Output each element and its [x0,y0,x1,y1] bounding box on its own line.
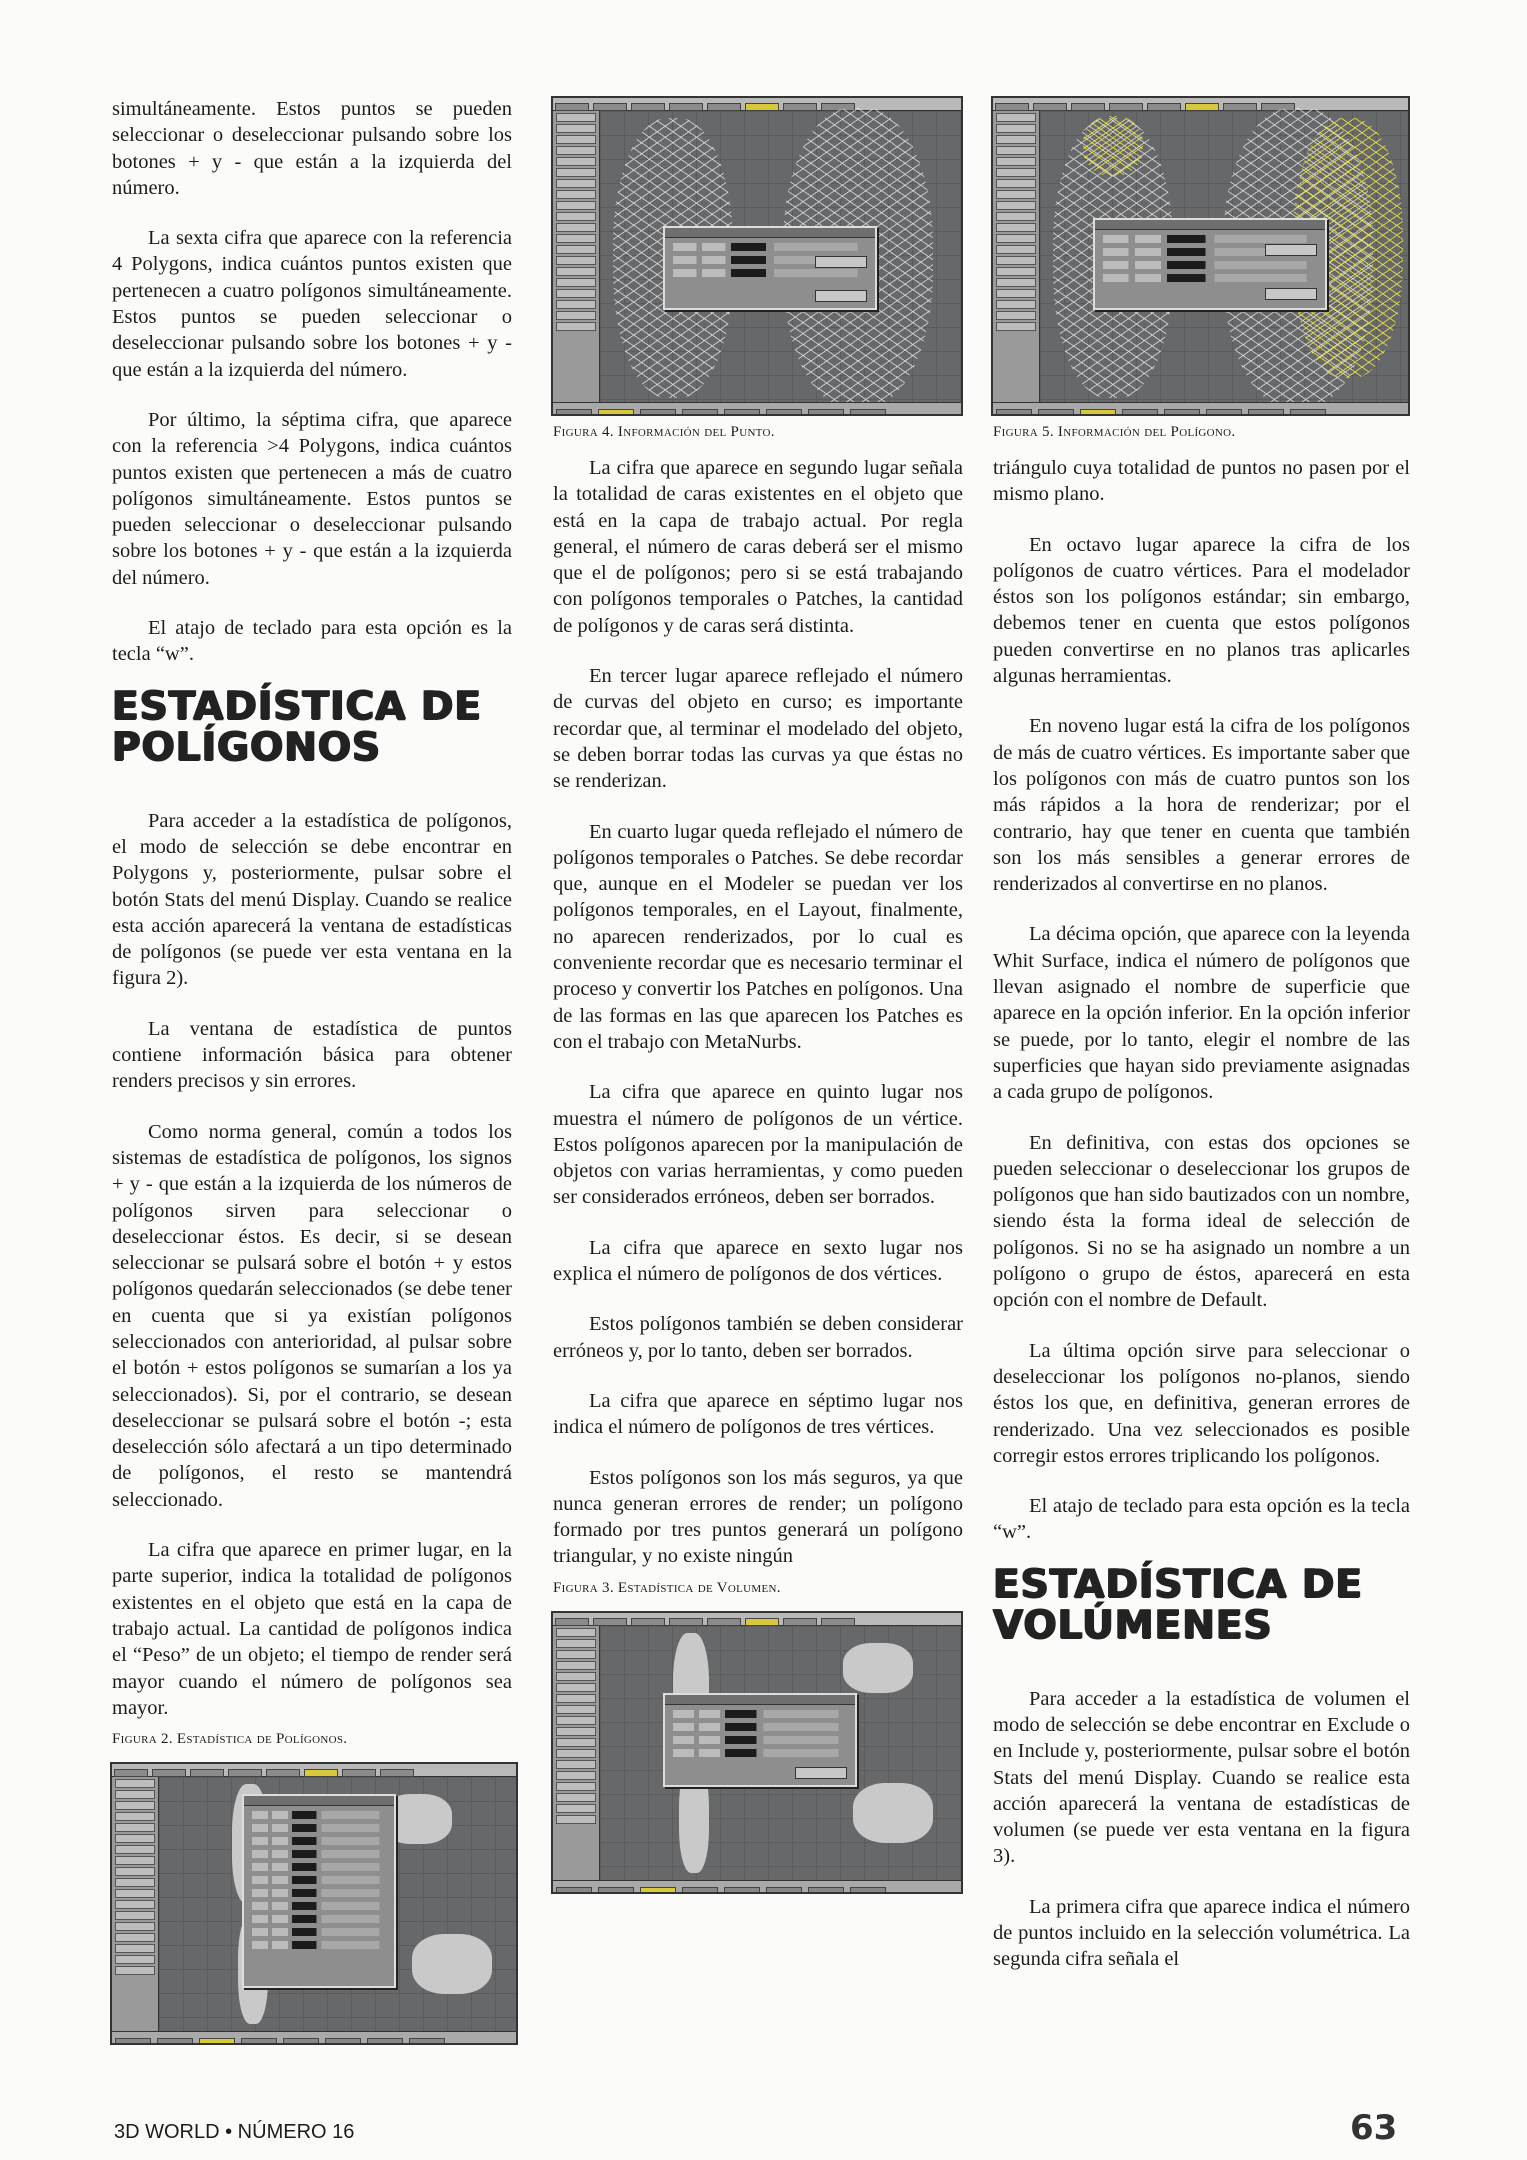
paragraph: En definitiva, con estas dos opciones se pueden seleccionar o deseleccionar los grupos de polígonos que han sido bautizados con un nombre, siendo ésta la forma ideal de selección de polígonos. Si no se ha asignado un nombre a un polígono o grupo de éstos, aparecerá en esta opción con el nombre de Default. [993,1131,1410,1312]
figure-2-screenshot [110,1762,518,2045]
figure-5-screenshot [991,96,1410,416]
section-heading-polygons: ESTADÍSTICA DE POLÍGONOS [112,683,482,770]
paragraph: La cifra que aparece en segundo lugar señala la totalidad de caras existentes en el objeto que está en la capa de trabajo actual. Por regla general, el número de caras deberá ser el mismo que el de polígonos; pero si se está trabajando con polígonos temporales o Patches, la cantidad de polígonos y de caras será distinta. [553,457,963,637]
figure-2-caption: Figura 2. Estadística de Polígonos. [112,1731,348,1748]
paragraph: triángulo cuya totalidad de puntos no pasen por el mismo plano. [993,457,1410,506]
column-2 [553,96,963,1894]
figure-3-caption: Figura 3. Estadística de Volumen. [553,1579,781,1596]
paragraph: En cuarto lugar queda reflejado el número de polígonos temporales o Patches. Se debe recordar que, aunque en el Modeler se puedan ver los polígonos temporales, en el Layout, finalmente, no aparecen renderizados, por lo cual es conveniente recordar que es necesario terminar el proceso y convertir los Patches en polígonos. Una de las formas en las que aparecen los Patches es con el trabajo con MetaNurbs. [553,820,963,1053]
figure-5-caption: Figura 5. Información del Polígono. [993,424,1236,440]
column-3 [993,96,1410,1997]
paragraph: Estos polígonos también se deben considerar erróneos y, por lo tanto, deben ser borrados. [553,1313,963,1362]
figure-4-screenshot [551,96,963,416]
paragraph: En noveno lugar está la cifra de los polígonos de más de cuatro vértices. Es importante saber que los polígonos con más de cuatro puntos son los más rápidos a la hora de renderizar; por el contrario, hay que tener en cuenta que también son los más sensibles a generar errores de renderizados al convertirse en no planos. [993,715,1410,896]
paragraph: La cifra que aparece en primer lugar, en la parte superior, indica la totalidad de polígonos existentes en el objeto que está en la capa de trabajo actual. La cantidad de polígonos indica el “Peso” de un objeto; el tiempo de render será mayor cuando el número de polígonos sea mayor. [112,1539,512,1719]
section-heading-volumes: ESTADÍSTICA DE VOLÚMENES [993,1561,1363,1648]
paragraph: La ventana de estadística de puntos contiene información básica para obtener renders precisos y sin errores. [112,1017,512,1093]
figure-4-caption: Figura 4. Información del Punto. [553,424,775,440]
paragraph: La sexta cifra que aparece con la referencia 4 Polygons, indica cuántos puntos existen que pertenecen a cuatro polígonos simultáneamente. Estos puntos se pueden seleccionar o deseleccionar pulsando sobre los botones + y - que están a la izquierda del número. [112,227,512,381]
paragraph: Como norma general, común a todos los sistemas de estadística de polígonos, los signos + y - que están a la izquierda de los números de polígonos sirven para seleccionar o deseleccionar éstos. Es decir, si se desean seleccionar se pulsará sobre el botón + y estos polígonos quedarán seleccionados (se debe tener en cuenta que si ya existían polígonos seleccionados con anterioridad, al pulsar sobre el botón + estos polígonos se sumarían a los ya seleccionados). Si, por el contrario, se desean deseleccionar se pulsará sobre el botón -; esta deselección sólo afectará a un tipo determinado de polígonos, el resto se mantendrá seleccionado. [112,1120,512,1511]
figure-3-screenshot [551,1611,963,1894]
paragraph: En tercer lugar aparece reflejado el número de curvas del objeto en curso; es importante recordar que, al terminar el modelado del objeto, se deben borrar todas las curvas ya que éstas no se renderizan. [553,665,963,793]
page-number: 63 [1350,2108,1398,2148]
paragraph: La cifra que aparece en quinto lugar nos muestra el número de polígonos de un vértice. Estos polígonos aparecen por la manipulación de objetos con varias herramientas, y como pueden ser considerados erróneos, deben ser borrados. [553,1081,963,1209]
paragraph: La primera cifra que aparece indica el número de puntos incluido en la selección volumétrica. La segunda cifra señala el [993,1895,1410,1971]
paragraph: Para acceder a la estadística de polígonos, el modo de selección se debe encontrar en Polygons y, posteriormente, pulsar sobre el botón Stats del menú Display. Cuando se realice esta acción aparecerá la ventana de estadísticas de polígonos (se puede ver esta ventana en la figura 2). [112,809,512,990]
paragraph: La décima opción, que aparece con la leyenda Whit Surface, indica el número de polígonos que llevan asignado el nombre de superficie que aparece en la opción inferior. En la opción inferior se puede, por lo tanto, elegir el nombre de las superficies que hayan sido previamente asignadas a cada grupo de polígonos. [993,923,1410,1104]
paragraph: En octavo lugar aparece la cifra de los polígonos de cuatro vértices. Para el modelador éstos son los polígonos estándar; sin embargo, debemos tener en cuenta que estos polígonos pueden convertirse en no planos tras aplicarles algunas herramientas. [993,533,1410,688]
paragraph: El atajo de teclado para esta opción es la tecla “w”. [993,1495,1410,1544]
column-1 [112,96,512,2045]
magazine-footer: 3D WORLD • NÚMERO 16 [114,2121,355,2143]
paragraph: La cifra que aparece en sexto lugar nos explica el número de polígonos de dos vértices. [553,1236,963,1286]
paragraph: Para acceder a la estadística de volumen el modo de selección se debe encontrar en Exclude o en Include y, posteriormente, pulsar sobre el botón Stats del menú Display. Cuando se realice esta acción aparecerá la ventana de estadísticas de volumen (se puede ver esta ventana en la figura 3). [993,1687,1410,1868]
paragraph: simultáneamente. Estos puntos se pueden seleccionar o deseleccionar pulsando sobre los botones + y - que están a la izquierda del número. [112,98,512,199]
paragraph: Por último, la séptima cifra, que aparece con la referencia >4 Polygons, indica cuántos puntos existen que pertenecen a más de cuatro polígonos simultáneamente. Estos puntos se pueden seleccionar o deseleccionar pulsando sobre los botones + y - que están a la izquierda del número. [112,408,512,589]
paragraph: Estos polígonos son los más seguros, ya que nunca generan errores de render; un polígono formado por tres puntos generará un polígono triangular, y no existe ningún [553,1466,963,1568]
paragraph: La última opción sirve para seleccionar o deseleccionar los polígonos no-planos, siendo éstos los que, en definitiva, generan errores de renderizado. Una vez seleccionados es posible corregir estos errores triplicando los polígonos. [993,1339,1410,1467]
paragraph: El atajo de teclado para esta opción es la tecla “w”. [112,617,512,666]
paragraph: La cifra que aparece en séptimo lugar nos indica el número de polígonos de tres vértices. [553,1389,963,1439]
